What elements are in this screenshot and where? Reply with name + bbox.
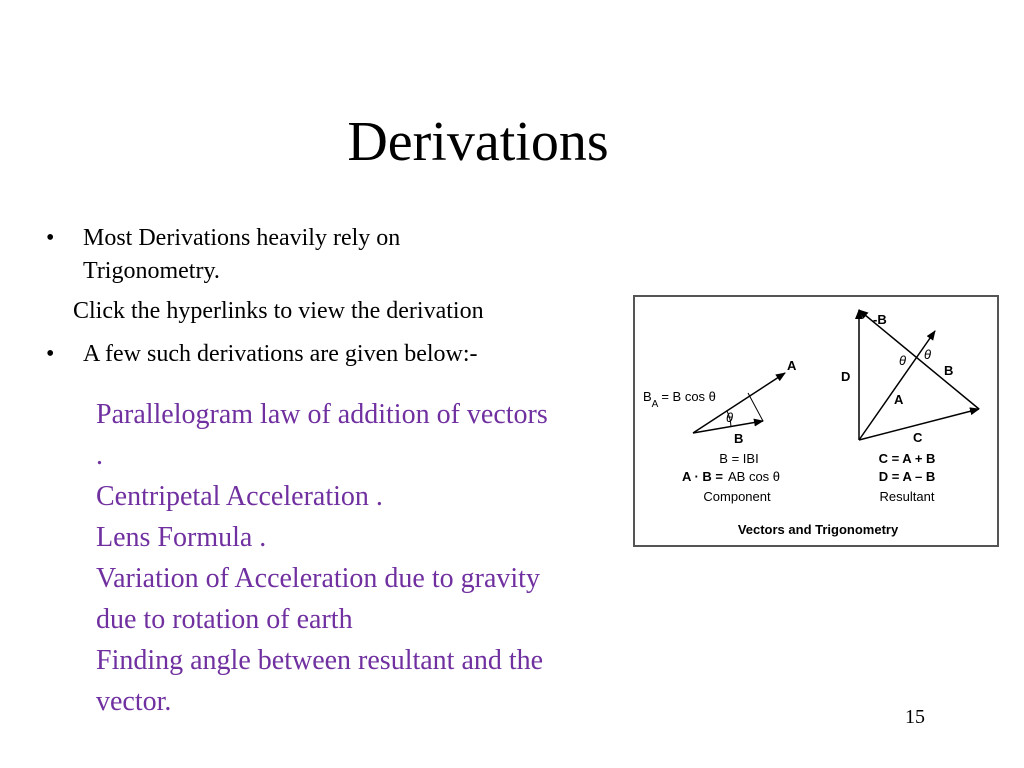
component-theta: θ — [726, 410, 734, 425]
figure-caption: Vectors and Trigonometry — [737, 522, 899, 537]
link-centripetal-acceleration[interactable]: Centripetal Acceleration . — [96, 481, 383, 512]
vectors-trigonometry-figure — [633, 295, 999, 547]
bullet-text-line: A few such derivations are given below:- — [83, 341, 478, 367]
resultant-theta-right: θ — [924, 347, 932, 362]
resultant-theta-left: θ — [899, 353, 907, 368]
component-eq1: B = IBI — [719, 451, 759, 466]
resultant-eq1: C = A + B — [878, 451, 936, 466]
link-gravity-variation[interactable]: Variation of Acceleration due to gravity due to rotation of earth — [96, 563, 540, 635]
bullet-marker: • — [46, 225, 55, 251]
component-name: Component — [703, 489, 771, 504]
resultant-label-a: A — [894, 392, 904, 407]
link-resultant-angle[interactable]: Finding angle between resultant and the vector. — [96, 645, 544, 717]
projection-line — [748, 393, 763, 421]
bullet-marker: • — [46, 341, 55, 367]
component-label-a: A — [787, 358, 797, 373]
component-eq2-lhs: A · B = — [681, 469, 723, 484]
link-lens-formula[interactable]: Lens Formula . — [96, 522, 267, 553]
projection-formula: $B_A = B$ cos θ — [643, 389, 716, 410]
resultant-label-b: B — [944, 363, 954, 378]
resultant-name: Resultant — [879, 489, 935, 504]
slide-title: Derivations — [347, 111, 609, 173]
derivation-links — [96, 394, 556, 722]
link-parallelogram-law[interactable]: Parallelogram law of addition of vectors . — [96, 399, 548, 471]
resultant-label-d: D — [841, 369, 851, 384]
resultant-label-neg-b: -B — [873, 312, 887, 327]
resultant-eq2: D = A – B — [878, 469, 936, 484]
bullet-text-line: Trigonometry. — [83, 258, 220, 284]
bullet-text-line: Most Derivations heavily rely on — [83, 225, 401, 251]
hyperlink-note: Click the hyperlinks to view the derivation — [73, 298, 484, 324]
page-number: 15 — [905, 706, 925, 728]
component-eq2-rhs: AB cos θ — [728, 469, 781, 484]
resultant-label-c: C — [913, 430, 923, 445]
component-label-b: B — [734, 431, 744, 446]
vector-diagram — [635, 297, 997, 545]
